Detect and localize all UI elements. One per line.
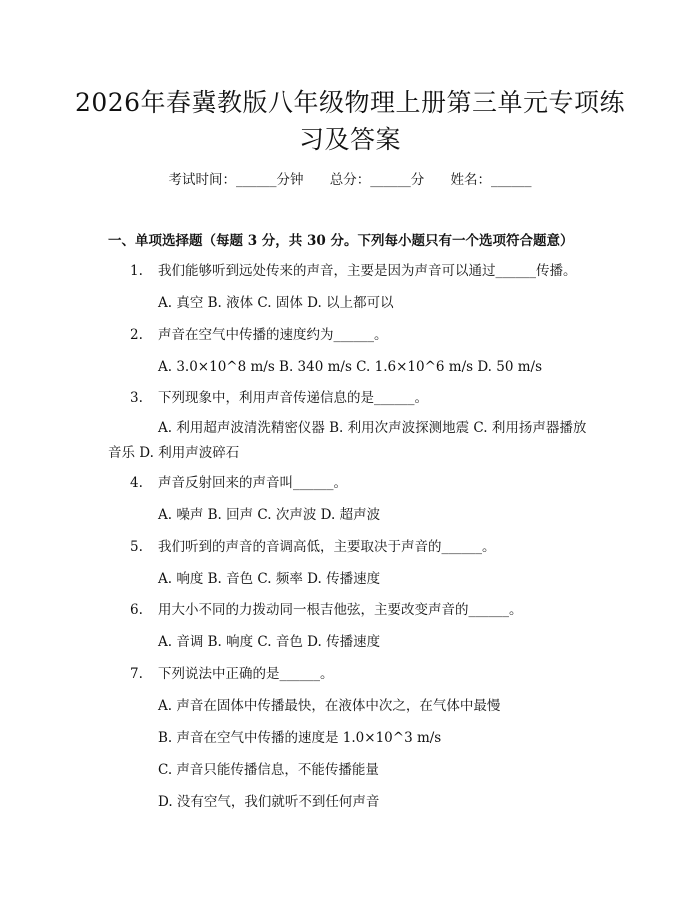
question-2-options: A. 3.0×10^8 m/s B. 340 m/s C. 1.6×10^6 m/s D. 50 m/s (158, 359, 543, 375)
question-2 (130, 326, 388, 344)
question-text: 下列现象中，利用声音传递信息的是______。 (158, 390, 428, 406)
question-1 (130, 262, 577, 280)
question-number: 4. (130, 475, 143, 491)
exam-meta (0, 171, 700, 189)
question-4-options: A. 噪声 B. 回声 C. 次声波 D. 超声波 (158, 507, 381, 523)
document-title: 2026年春冀教版八年级物理上册第三单元专项练习及答案 (74, 88, 626, 154)
exam-total-score: 总分：______分 (329, 172, 425, 188)
question-text: 声音反射回来的声音叫______。 (158, 475, 347, 491)
section-title: 一、单项选择题（每题 3 分，共 30 分。下列每小题只有一个选项符合题意） (108, 233, 574, 249)
question-7-option-a: A. 声音在固体中传播最快，在液体中次之，在气体中最慢 (158, 698, 501, 714)
question-5 (130, 538, 496, 556)
question-7 (130, 665, 334, 683)
question-3 (130, 389, 428, 407)
question-number: 5. (130, 539, 143, 555)
question-6-options: A. 音调 B. 响度 C. 音色 D. 传播速度 (158, 634, 381, 650)
exam-time: 考试时间：______分钟 (168, 172, 304, 188)
question-7-option-d: D. 没有空气，我们就听不到任何声音 (158, 794, 380, 810)
student-name: 姓名：______ (450, 172, 532, 188)
question-7-option-b: B. 声音在空气中传播的速度是 1.0×10^3 m/s (158, 730, 442, 746)
question-7-option-c: C. 声音只能传播信息，不能传播能量 (158, 762, 379, 778)
question-text: 用大小不同的力拨动同一根吉他弦，主要改变声音的______。 (158, 602, 523, 618)
question-4 (130, 474, 347, 492)
question-5-options: A. 响度 B. 音色 C. 频率 D. 传播速度 (158, 571, 381, 587)
question-number: 7. (130, 666, 143, 682)
question-number: 3. (130, 390, 143, 406)
question-text: 下列说法中正确的是______。 (158, 666, 334, 682)
question-text: 声音在空气中传播的速度约为______。 (158, 327, 388, 343)
question-3-options: A. 利用超声波清洗精密仪器 B. 利用次声波探测地震 C. 利用扬声器播放音乐 D. 利用声波碎石 (108, 420, 587, 461)
question-number: 1. (130, 263, 143, 279)
question-number: 6. (130, 602, 143, 618)
question-number: 2. (130, 327, 143, 343)
question-text: 我们听到的声音的音调高低，主要取决于声音的______。 (158, 539, 496, 555)
question-6 (130, 601, 523, 619)
question-text: 我们能够听到远处传来的声音，主要是因为声音可以通过______传播。 (158, 263, 577, 279)
question-1-options: A. 真空 B. 液体 C. 固体 D. 以上都可以 (158, 295, 394, 311)
